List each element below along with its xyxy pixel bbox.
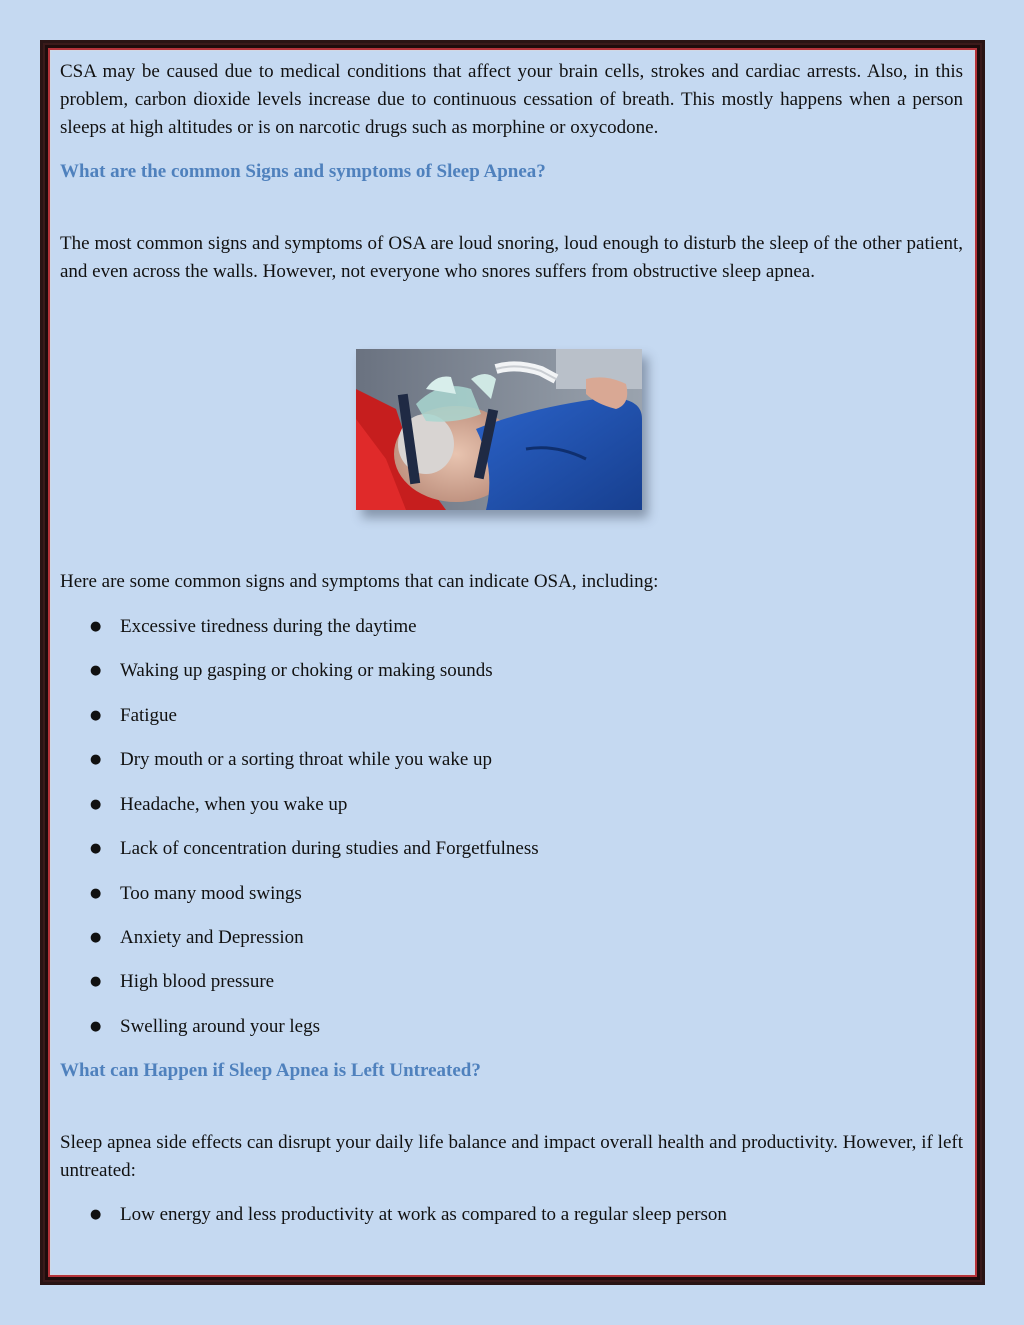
bullet-icon: ●: [90, 663, 102, 678]
list-item: ● Anxiety and Depression: [90, 924, 304, 952]
list-item: ● Lack of concentration during studies and Forgetfulness: [90, 835, 539, 863]
list-item: ● Low energy and less productivity at work as compared to a regular sleep person: [90, 1201, 727, 1229]
bullet-icon: ●: [90, 974, 102, 989]
list-item: ● Excessive tiredness during the daytime: [90, 613, 417, 641]
osa-signs-paragraph: The most common signs and symptoms of OSA are loud snoring, loud enough to disturb the sleep of the other patient, and even across the walls. However, not everyone who snores suffers from obstructive sleep apnea.: [60, 233, 963, 282]
bullet-icon: ●: [90, 1019, 102, 1034]
bullet-icon: ●: [90, 797, 102, 812]
untreated-heading: What can Happen if Sleep Apnea is Left Untreated?: [60, 1060, 481, 1081]
bullet-icon: ●: [90, 752, 102, 767]
list-item: ● Fatigue: [90, 702, 177, 730]
signs-heading: What are the common Signs and symptoms of Sleep Apnea?: [60, 161, 546, 182]
bullet-icon: ●: [90, 1207, 102, 1222]
intro-list-paragraph: Here are some common signs and symptoms that can indicate OSA, including:: [60, 571, 659, 592]
untreated-paragraph: Sleep apnea side effects can disrupt your daily life balance and impact overall health and productivity. However, if left untreated:: [60, 1132, 963, 1181]
list-item: ● High blood pressure: [90, 968, 274, 996]
cpap-mask-photo-icon: [356, 349, 642, 510]
bullet-icon: ●: [90, 841, 102, 856]
bullet-icon: ●: [90, 708, 102, 723]
list-item: ● Swelling around your legs: [90, 1013, 320, 1041]
list-item: ● Dry mouth or a sorting throat while you wake up: [90, 746, 492, 774]
bullet-icon: ●: [90, 886, 102, 901]
list-item: ● Headache, when you wake up: [90, 791, 347, 819]
list-item: ● Waking up gasping or choking or making sounds: [90, 657, 493, 685]
csa-paragraph: CSA may be caused due to medical conditions that affect your brain cells, strokes and cardiac arrests. Also, in this problem, carbon dioxide levels increase due to continuous cessation of breath. This mostly happens when a person sleeps at high altitudes or is on narcotic drugs such as morphine or oxycodone.: [60, 61, 963, 138]
bullet-icon: ●: [90, 619, 102, 634]
bullet-icon: ●: [90, 930, 102, 945]
list-item: ● Too many mood swings: [90, 880, 302, 908]
